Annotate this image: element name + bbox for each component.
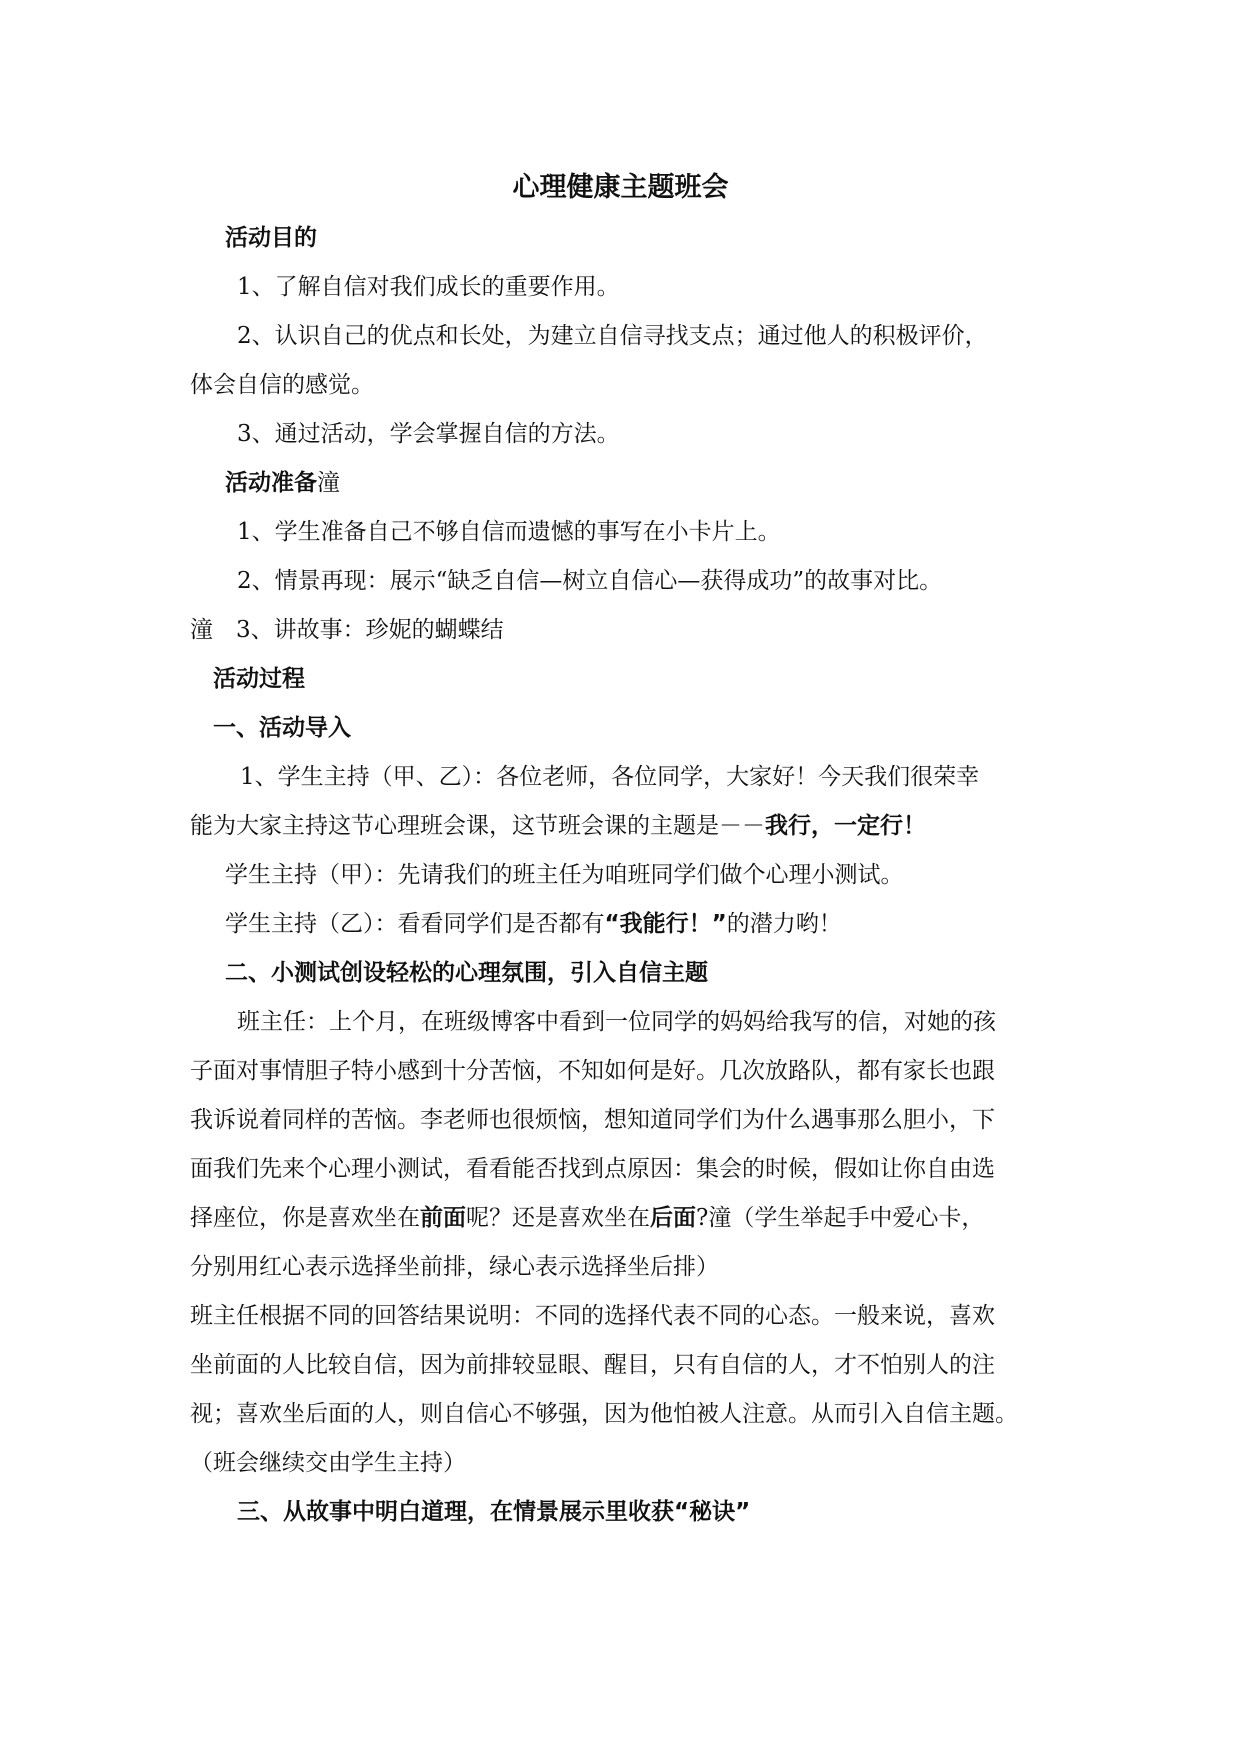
- purpose-item-1: 1、了解自信对我们成长的重要作用。: [237, 274, 620, 300]
- preparation-heading-mark: 潼: [317, 470, 340, 496]
- section-1-paragraph-1-line-2: [190, 809, 1060, 843]
- purpose-item-2-line-2: 体会自信的感觉。: [190, 372, 374, 398]
- seat-front: 前面: [420, 1205, 466, 1231]
- section-2-heading: 二、小测试创设轻松的心理氛围，引入自信主题: [225, 960, 708, 986]
- section-1-p3-pre: 学生主持（乙）：看看同学们是否都有: [225, 911, 605, 937]
- section-2-paragraph-2-line-3: 视；喜欢坐后面的人，则自信心不够强，因为他怕被人注意。从而引入自信主题。: [190, 1401, 1018, 1427]
- seat-question-part-2: 呢？还是喜欢坐在: [466, 1205, 650, 1231]
- section-1-p3-bold: “我能行！”: [604, 911, 727, 937]
- section-2-paragraph-1-line-1: 班主任：上个月，在班级博客中看到一位同学的妈妈给我写的信，对她的孩: [237, 1009, 996, 1035]
- preparation-item-2: 2、情景再现：展示“缺乏自信—树立自信心—获得成功”的故事对比。: [237, 568, 943, 594]
- preparation-heading-line: [225, 466, 1095, 500]
- purpose-heading: 活动目的: [225, 225, 317, 251]
- page-title: 心理健康主题班会: [512, 172, 729, 203]
- seat-question-part-1: 择座位，你是喜欢坐在: [190, 1205, 420, 1231]
- seat-back: 后面: [650, 1205, 696, 1231]
- section-2-paragraph-1-line-4: 面我们先来个心理小测试，看看能否找到点原因：集会的时候，假如让你自由选: [190, 1156, 995, 1182]
- section-2-paragraph-1-line-2: 子面对事情胆子特小感到十分苦恼，不知如何是好。几次放路队，都有家长也跟: [190, 1058, 995, 1084]
- section-1-theme: 我行，一定行！: [765, 813, 926, 839]
- section-2-paragraph-2-line-4: （班会继续交由学生主持）: [190, 1450, 466, 1476]
- preparation-item-3: 3、讲故事：珍妮的蝴蝶结: [236, 617, 504, 643]
- preparation-item-1: 1、学生准备自己不够自信而遗憾的事写在小卡片上。: [237, 519, 781, 545]
- section-2-paragraph-1-line-3: 我诉说着同样的苦恼。李老师也很烦恼，想知道同学们为什么遇事那么胆小，下: [190, 1107, 995, 1133]
- preparation-item-3-mark: 潼: [190, 617, 213, 643]
- section-2-paragraph-1-line-6: 分别用红心表示选择坐前排，绿心表示选择坐后排）: [190, 1254, 719, 1280]
- section-1-p3-post: 的潜力哟！: [726, 911, 842, 937]
- purpose-item-2-line-1: 2、认识自己的优点和长处，为建立自信寻找支点；通过他人的积极评价，: [237, 323, 988, 349]
- section-2-paragraph-2-line-2: 坐前面的人比较自信，因为前排较显眼、醒目，只有自信的人，才不怕别人的注: [190, 1352, 995, 1378]
- section-1-paragraph-2: 学生主持（甲）：先请我们的班主任为咱班同学们做个心理小测试。: [225, 862, 904, 888]
- section-1-theme-intro: 能为大家主持这节心理班会课，这节班会课的主题是－－: [190, 813, 765, 839]
- process-heading: 活动过程: [213, 666, 305, 692]
- section-2-paragraph-2-line-1: 班主任根据不同的回答结果说明：不同的选择代表不同的心态。一般来说，喜欢: [190, 1303, 995, 1329]
- section-1-paragraph-3: [225, 907, 1095, 941]
- section-1-paragraph-1-line-1: 1、学生主持（甲、乙）：各位老师，各位同学，大家好！今天我们很荣幸: [240, 764, 980, 790]
- section-2-paragraph-1-line-5: [190, 1201, 1060, 1235]
- preparation-item-3-line: [190, 613, 1060, 647]
- purpose-item-3: 3、通过活动，学会掌握自信的方法。: [237, 421, 620, 447]
- preparation-heading: 活动准备: [225, 470, 317, 496]
- section-1-heading: 一、活动导入: [213, 715, 351, 741]
- seat-question-part-3: ?潼（学生举起手中爱心卡，: [696, 1205, 985, 1231]
- section-3-heading: 三、从故事中明白道理，在情景展示里收获“秘诀”: [237, 1499, 751, 1525]
